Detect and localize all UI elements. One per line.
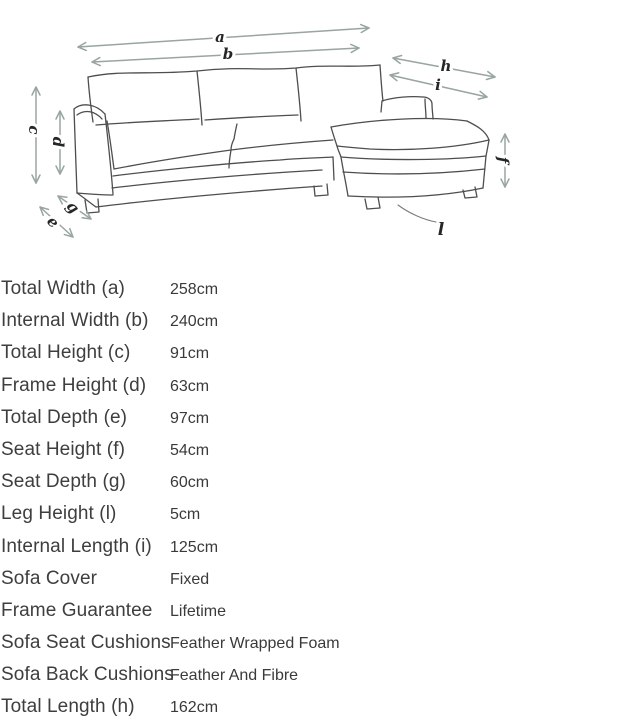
spec-row-total-width <box>1 278 621 310</box>
spec-row-internal-length <box>1 536 621 568</box>
spec-label: Frame Guarantee <box>1 599 153 621</box>
spec-value: 54cm <box>170 441 210 459</box>
spec-label: Internal Width (b) <box>1 310 149 332</box>
spec-label: Frame Height (d) <box>1 374 147 396</box>
spec-row-seat-depth <box>1 471 621 503</box>
spec-value: Feather Wrapped Foam <box>170 635 340 653</box>
leg-pointer-line <box>398 205 436 222</box>
spec-row-frame-height <box>1 375 621 407</box>
dimension-letters <box>25 28 512 240</box>
spec-label: Leg Height (l) <box>1 503 117 525</box>
spec-label: Seat Height (f) <box>1 438 125 460</box>
dim-label-e: e <box>43 212 63 232</box>
spec-value: Feather And Fibre <box>170 667 299 685</box>
spec-row-total-depth <box>1 407 621 439</box>
dim-label-d: d <box>49 136 67 148</box>
spec-value: 97cm <box>170 409 210 427</box>
spec-row-total-height <box>1 342 621 374</box>
spec-value: 60cm <box>170 474 210 492</box>
spec-label: Total Length (h) <box>1 696 135 718</box>
spec-label: Sofa Seat Cushions <box>1 632 171 654</box>
spec-row-sofa-cover <box>1 568 621 600</box>
spec-row-frame-guarantee <box>1 600 621 632</box>
dim-label-g: g <box>62 197 84 217</box>
spec-value: Lifetime <box>170 602 227 620</box>
spec-label: Internal Length (i) <box>1 535 152 557</box>
spec-label: Total Width (a) <box>1 278 125 299</box>
spec-value: 125cm <box>170 538 219 556</box>
spec-value: 240cm <box>170 313 219 331</box>
spec-value: 258cm <box>170 281 219 298</box>
spec-label: Sofa Back Cushions <box>1 664 174 686</box>
spec-value: 63cm <box>170 377 210 395</box>
spec-value: 91cm <box>170 345 210 363</box>
dim-label-h: h <box>440 57 452 75</box>
dim-label-a: a <box>215 28 225 46</box>
spec-label: Seat Depth (g) <box>1 471 126 493</box>
spec-row-total-length <box>1 696 621 720</box>
spec-row-internal-width <box>1 310 621 342</box>
spec-value: Fixed <box>170 570 210 588</box>
spec-value: 162cm <box>170 699 219 717</box>
specs-table <box>1 278 621 720</box>
spec-label: Sofa Cover <box>1 567 98 589</box>
dim-label-c: c <box>25 125 43 135</box>
dim-label-b: b <box>222 45 234 63</box>
spec-row-seat-height <box>1 439 621 471</box>
spec-row-seat-cushions <box>1 632 621 664</box>
spec-row-back-cushions <box>1 664 621 696</box>
spec-label: Total Height (c) <box>1 342 131 364</box>
sofa-drawing <box>74 65 489 213</box>
dim-label-l: l <box>437 220 445 240</box>
spec-row-leg-height <box>1 503 621 535</box>
sofa-dimension-diagram <box>0 0 635 266</box>
spec-value: 5cm <box>170 506 201 524</box>
dim-label-f: f <box>494 156 512 164</box>
spec-label: Total Depth (e) <box>1 406 128 428</box>
dim-label-i: i <box>435 76 441 94</box>
